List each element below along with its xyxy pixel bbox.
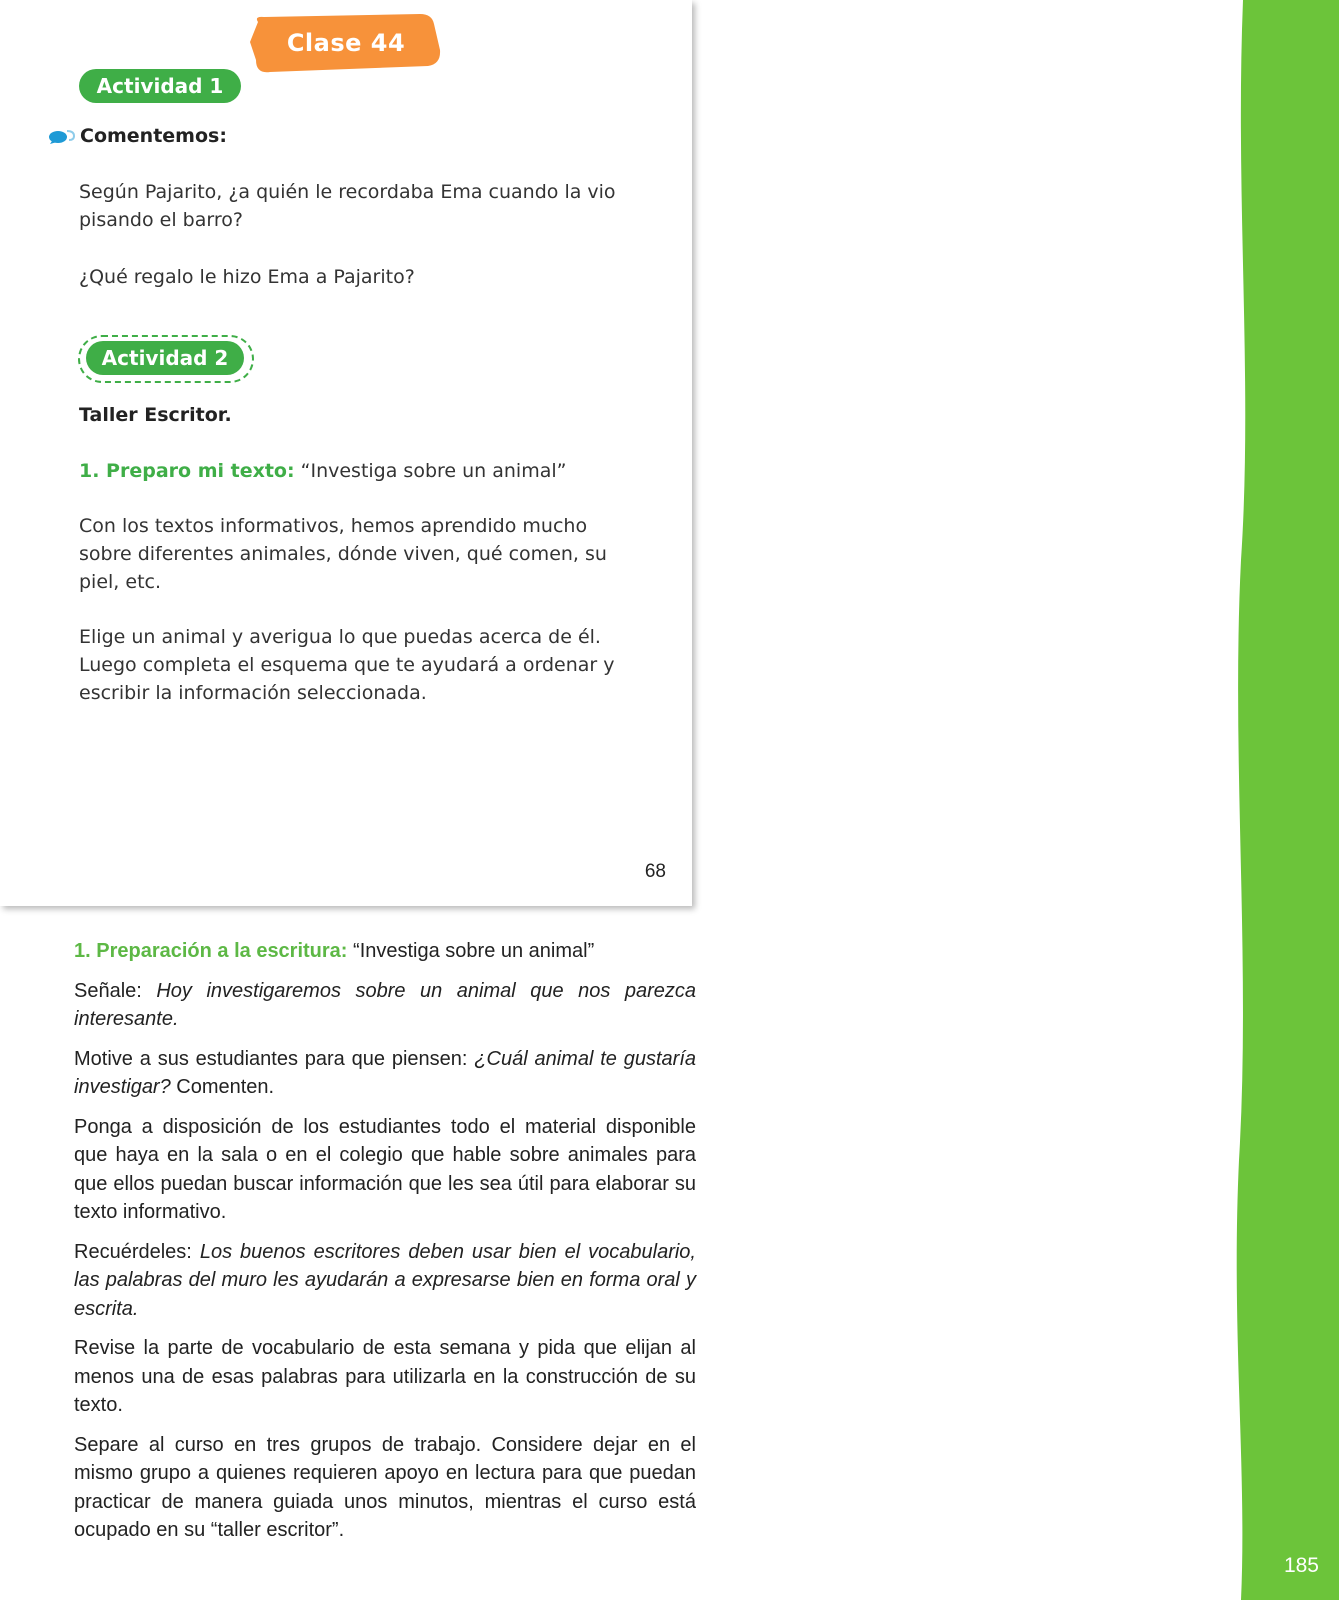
guide-p1-italic: Hoy investigaremos sobre un animal que nos parezca interesante. <box>74 979 696 1030</box>
clase-title: Clase 44 <box>286 29 406 57</box>
activity-2-label: Actividad 2 <box>86 341 244 375</box>
inset-paragraph-1: Con los textos informativos, hemos aprendido mucho sobre diferentes animales, dónde viven, qué comen, su piel, etc. <box>79 515 607 593</box>
guide-p4-lead: Recuérdeles: <box>74 1240 200 1263</box>
guide-paragraph-5: Revise la parte de vocabulario de esta semana y pida que elijan al menos una de esas palabras para utilizarla en la construcción de su texto. <box>74 1337 696 1416</box>
guide-p1-lead: Señale: <box>74 979 157 1002</box>
taller-escritor-heading: Taller Escritor. <box>79 404 232 426</box>
guide-paragraph-2 <box>74 1045 696 1102</box>
guide-paragraph-4 <box>74 1238 696 1324</box>
step-1-line <box>79 457 567 485</box>
activity-2-badge <box>78 335 254 383</box>
student-book-page <box>0 0 692 906</box>
activity-1-label: Actividad 1 <box>79 69 241 103</box>
page-number: 185 <box>1283 1554 1319 1577</box>
question-1: Según Pajarito, ¿a quién le recordaba Ema cuando la vio pisando el barro? <box>79 181 616 231</box>
guide-p4-italic: Los buenos escritores deben usar bien el vocabulario, las palabras del muro les ayudarán a expresarse bien en forma oral y escrita. <box>74 1240 696 1320</box>
guide-heading <box>74 937 696 966</box>
guide-heading-text: “Investiga sobre un animal” <box>353 940 595 962</box>
guide-paragraph-6: Separe al curso en tres grupos de trabajo. Considere dejar en el mismo grupo a quienes requieren apoyo en lectura para que puedan practicar de manera guiada unos minutos, mientras el curso está ocupado en su “taller escritor”. <box>74 1433 696 1541</box>
guide-heading-label: 1. Preparación a la escritura: <box>74 940 348 962</box>
inset-page-number: 68 <box>644 861 666 882</box>
teacher-guide <box>74 937 696 1556</box>
step-1-label: 1. Preparo mi texto: <box>79 460 295 482</box>
guide-p2-tail: Comenten. <box>170 1076 275 1098</box>
inset-paragraph-2: Elige un animal y averigua lo que puedas acerca de él. Luego completa el esquema que te ayudará a ordenar y escribir la información seleccionada. <box>79 626 615 704</box>
guide-p2-lead: Motive a sus estudiantes para que piensen: <box>74 1047 475 1070</box>
question-2: ¿Qué regalo le hizo Ema a Pajarito? <box>79 266 415 288</box>
step-1-text: “Investiga sobre un animal” <box>300 460 567 482</box>
comentemos-heading: Comentemos: <box>80 125 227 147</box>
clase-banner <box>250 12 442 74</box>
guide-paragraph-3: Ponga a disposición de los estudiantes todo el material disponible que haya en la sala o en el colegio que hable sobre animales para que ellos puedan buscar información que les sea útil para elaborar su texto informativo. <box>74 1115 696 1223</box>
guide-p2-italic: ¿Cuál animal te gustaría investigar? <box>74 1047 697 1098</box>
chat-bubble-icon <box>48 128 76 144</box>
green-side-strip <box>1229 0 1339 1600</box>
guide-paragraph-1 <box>74 977 696 1034</box>
